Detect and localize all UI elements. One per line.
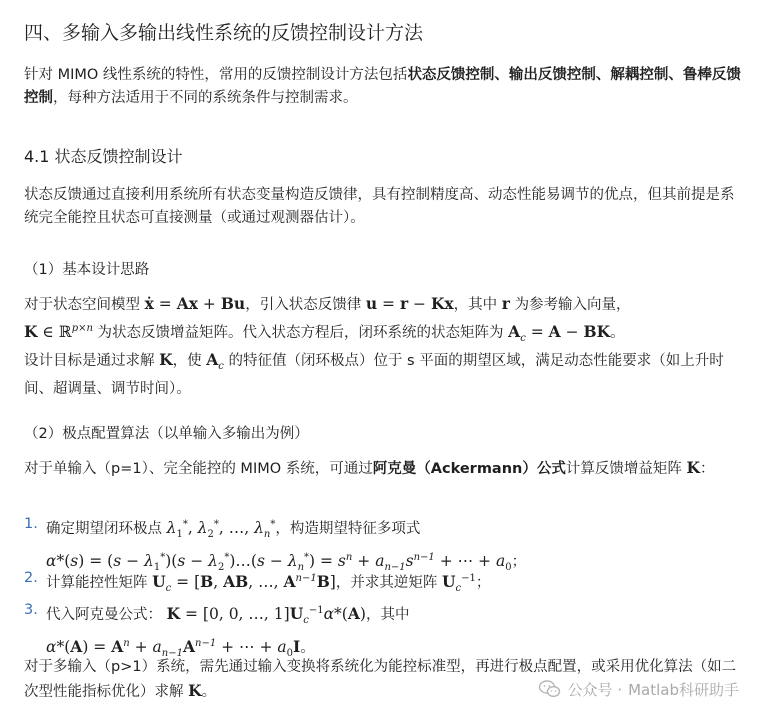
list-number: 2. (24, 570, 38, 586)
watermark (538, 676, 739, 702)
feedback-law-formula: u = r − Kx (365, 294, 454, 313)
desired-poles-formula: $\lambda_1^*$, $\lambda_2^*$, …, $\lambda_n^*$ (166, 519, 276, 541)
gain-k-symbol-3: K (188, 681, 202, 700)
controllability-matrix-formula: $U_c = [B$, AB, …, $A^{n-1}B$] (152, 572, 336, 595)
intro-paragraph: 针对 MIMO 线性系统的特性，常用的反馈控制设计方法包括状态反馈控制、输出反馈控制、解耦控制、鲁棒反馈控制，每种方法适用于不同的系统条件与控制需求。 (24, 67, 741, 106)
section-4-1-heading: 4.1 状态反馈控制设计 (24, 147, 183, 166)
main-heading: 四、多输入多输出线性系统的反馈控制设计方法 (24, 22, 424, 44)
article-page: 四、多输入多输出线性系统的反馈控制设计方法 针对 MIMO 线性系统的特性，常用的反馈控制设计方法包括状态反馈控制、输出反馈控制、解耦控制、鲁棒反馈控制，每种方法适用于不同的系统条件与控制需求。 4.1 状态反馈控制设计 状态反馈通过直接利用系统所有状态变量构造反馈律，具有控制精度高、动态性能易调节的优点，但其前提是系统完全能控且状态可直接测量（或通过观测器估计）。 （1）基本设计思路 对于状态空间模型 ẋ = Ax + Bu，引入状态反馈律 u = r − Kx，其中 r 为参考输入向量， K ∈ ℝ$^{p\times n}$ 为状态反馈增益矩阵。代入状态方程后，闭环系统的状态矩阵为 $A_c = A$ − BK。 设计目标是通过求解 K，使 $A_c$ 的特征值（闭环极点）位于 s 平面的期望区域，满足动态性能要求（如上升时间、超调量、调节时间）。 （2）极点配置算法（以单输入多输出为例） 对于单输入（p=1）、完全能控的 MIMO 系统，可通过阿克曼（Ackermann）公式计算反馈增益矩阵 K： 1. 确定期望闭环极点 $\lambda_1^*$, $\lambda_2^*$, …, $\lambda_n^*$，构造期望特征多项式 $\alpha*(s) = (s - \lambda_1^*)(s$ − $\lambda_2^*)\dots(s - \lambda_n^*) = s^n + a_{n-1}s^{n-1}$ + ⋯ + $a_0$； 2. 计算能控性矩阵 $U_c = [B$, AB, …, $A^{n-1}B$]，并求其逆矩阵 $U_c^{-1}$； 3. 代入阿克曼公式： K = [0, 0, …, $1]U_c^{-1}\alpha*(A)$，其中 $\alpha*(A) = A^n + a_{n-1}A^{n-1}$ + ⋯ + $a_0I$。 对于多输入（p>1）系统，需先通过输入变换将系统化为能控标准型，再进行极点配置，或采用优化算法（如二次型性能指标优化）求解 K。 公众号 · Matlab科研助手 (0, 0, 761, 718)
ackermann-paragraph: 对于单输入（p=1）、完全能控的 MIMO 系统，可通过阿克曼（Ackermann）公式计算反馈增益矩阵 K： (24, 458, 715, 477)
state-equation-formula: ẋ = Ax + Bu (144, 294, 246, 313)
list-number: 1. (24, 516, 38, 532)
wechat-icon (538, 677, 562, 701)
state-model-paragraph: 对于状态空间模型 ẋ = Ax + Bu，引入状态反馈律 u = r − Kx，其中 r 为参考输入向量， K ∈ ℝ$^{p\times n}$ 为状态反馈增益矩阵。代入状态方程后，闭环系统的状态矩阵为 $A_c = A$ − BK。 (24, 294, 631, 345)
design-goal-paragraph: 设计目标是通过求解 K，使 $A_c$ 的特征值（闭环极点）位于 s 平面的期望区域，满足动态性能要求（如上升时间、超调量、调节时间）。 (24, 350, 724, 398)
closed-loop-matrix-formula: $A_c = A$ − BK (508, 322, 611, 345)
subheading-pole-placement: （2）极点配置算法（以单输入多输出为例） (24, 426, 309, 442)
multi-input-paragraph: 对于多输入（p>1）系统，需先通过输入变换将系统化为能控标准型，再进行极点配置，或采用优化算法（如二次型性能指标优化）求解 K。 (24, 659, 737, 700)
ackermann-formula: K = [0, 0, …, $1]U_c^{-1}\alpha*(A)$ (166, 604, 366, 627)
controllability-inverse-formula: $U_c^{-1}$ (441, 572, 476, 595)
methods-list-bold: 状态反馈控制、输出反馈控制、解耦控制、鲁棒反馈控制 (24, 67, 741, 106)
matrix-polynomial-formula: $\alpha*(A) = A^n + a_{n-1}A^{n-1}$ + ⋯ + $a_0I$ (46, 637, 301, 660)
gain-matrix-domain-formula: K ∈ ℝ$^{p\times n}$ (24, 322, 93, 342)
reference-input-symbol: r (501, 294, 510, 313)
section-4-1-paragraph: 状态反馈通过直接利用系统所有状态变量构造反馈律，具有控制精度高、动态性能易调节的优点，但其前提是系统完全能控且状态可直接测量（或通过观测器估计）。 (24, 187, 735, 226)
ac-symbol: $A_c$ (206, 350, 224, 373)
subheading-basic-idea: （1）基本设计思路 (24, 262, 150, 278)
watermark-name: Matlab科研助手 (628, 680, 739, 699)
gain-k-symbol: K (159, 350, 173, 369)
ackermann-bold: 阿克曼（Ackermann）公式 (372, 461, 566, 477)
gain-k-symbol-2: K (686, 458, 700, 477)
watermark-prefix: 公众号 · (567, 680, 623, 699)
list-number: 3. (24, 602, 38, 618)
characteristic-polynomial-formula: $\alpha*(s) = (s - \lambda_1^*)(s$ − $\lambda_2^*)\dots(s - \lambda_n^*) = s^n + a_{n-1}s^{n-1}$ + ⋯ + $a_0$ (46, 552, 512, 574)
